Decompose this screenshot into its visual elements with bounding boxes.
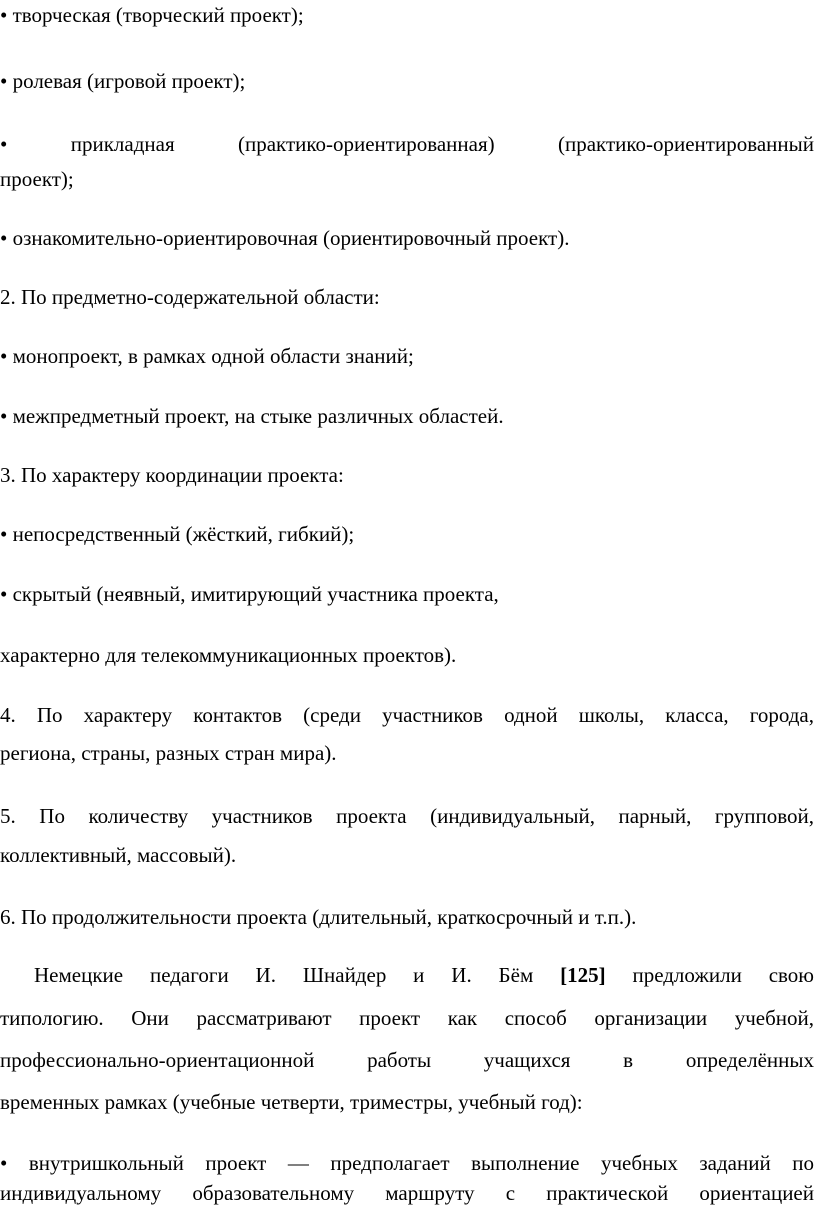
list-item-introductory: • ознакомительно-ориентировочная (ориентировочный проект). <box>0 226 570 250</box>
section-heading-2: 2. По предметно-содержательной области: <box>0 285 380 309</box>
section-heading-5-cont: коллективный, массовый). <box>0 843 237 867</box>
section-heading-4: 4. По характеру контактов (среди участников одной школы, класса, города, <box>0 703 814 727</box>
paragraph-text-after-ref: предложили свою <box>605 963 814 987</box>
section-heading-3: 3. По характеру координации проекта: <box>0 463 344 487</box>
section-heading-4-cont: региона, страны, разных стран мира). <box>0 741 337 765</box>
citation-ref: [125] <box>560 963 606 987</box>
list-item-intraschool: • внутришкольный проект — предполагает выполнение учебных заданий по <box>0 1151 814 1175</box>
list-item-intraschool-cont: индивидуальному образовательному маршруту с практической ориентацией <box>0 1181 814 1205</box>
list-item-interdisciplinary: • межпредметный проект, на стыке различных областей. <box>0 404 504 428</box>
list-item-applied: • прикладная (практико-ориентированная) (практико-ориентированный <box>0 132 814 156</box>
paragraph-line-2: типологию. Они рассматривают проект как способ организации учебной, <box>0 1006 814 1030</box>
paragraph-first-line <box>34 962 814 988</box>
list-item-role: • ролевая (игровой проект); <box>0 69 246 93</box>
list-item-creative: • творческая (творческий проект); <box>0 3 304 27</box>
list-item-applied-cont: проект); <box>0 167 74 191</box>
section-heading-6: 6. По продолжительности проекта (длительный, краткосрочный и т.п.). <box>0 905 637 929</box>
list-item-monoproject: • монопроект, в рамках одной области знаний; <box>0 344 414 368</box>
section-heading-5: 5. По количеству участников проекта (индивидуальный, парный, групповой, <box>0 804 814 828</box>
paragraph-line-3: профессионально-ориентационной работы учащихся в определённых <box>0 1048 814 1072</box>
paragraph-line-4: временных рамках (учебные четверти, триместры, учебный год): <box>0 1090 583 1114</box>
paragraph-text-before-ref: Немецкие педагоги И. Шнайдер и И. Бём <box>34 963 561 987</box>
list-item-hidden-cont: характерно для телекоммуникационных проектов). <box>0 643 457 667</box>
list-item-hidden: • скрытый (неявный, имитирующий участника проекта, <box>0 582 499 606</box>
list-item-direct: • непосредственный (жёсткий, гибкий); <box>0 522 355 546</box>
